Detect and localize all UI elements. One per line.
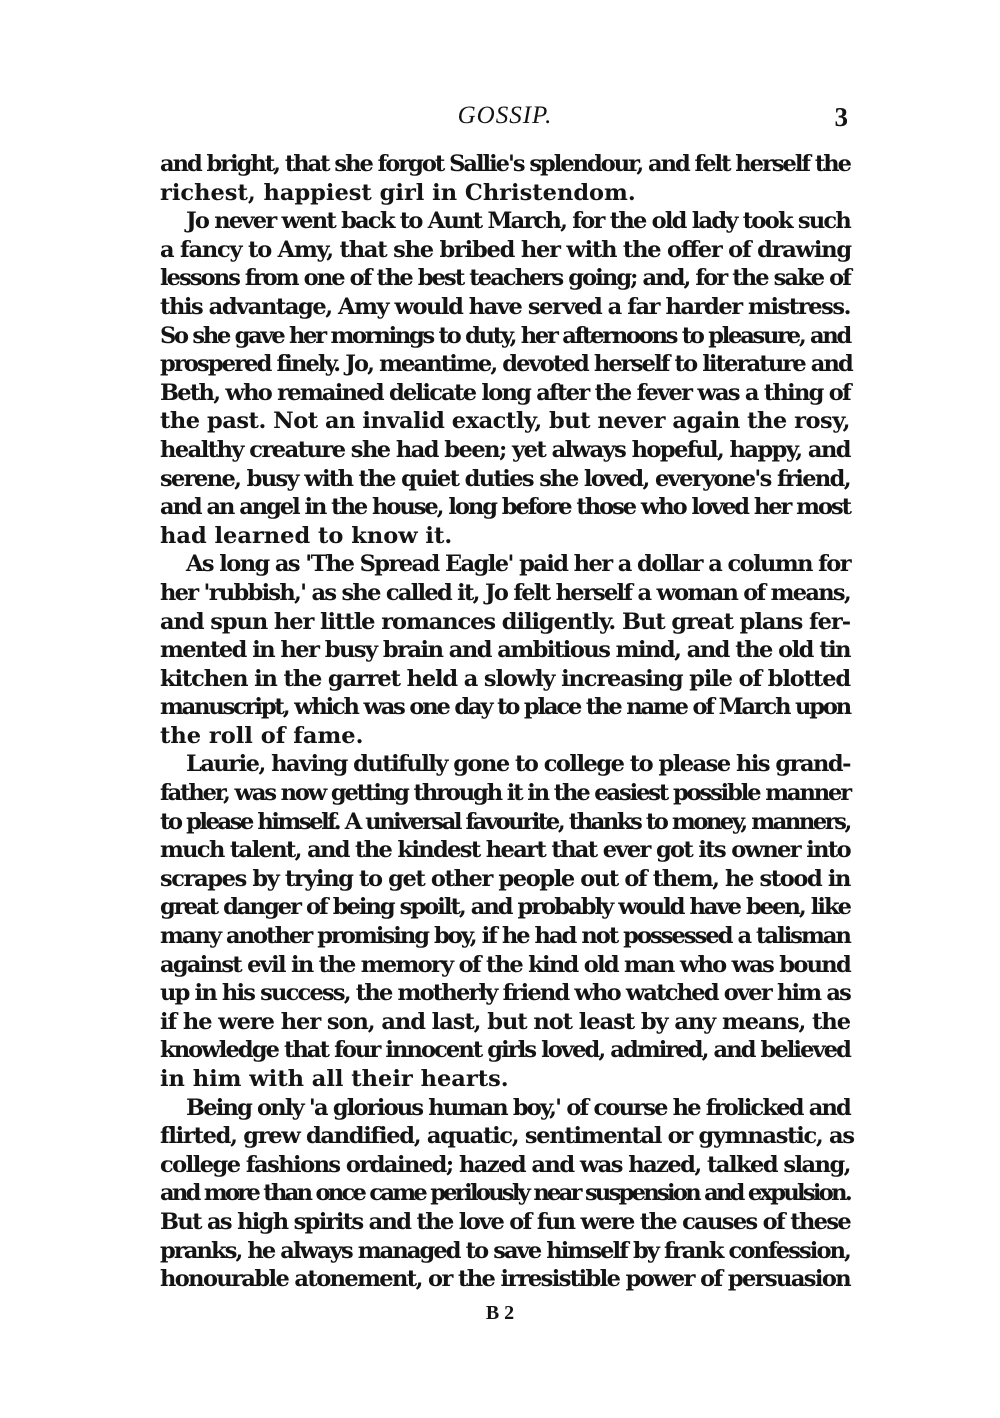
text-line: honourable atonement, or the irresistible power of persuasion: [160, 1266, 850, 1293]
text-line: As long as 'The Spread Eagle' paid her a dollar a column for: [186, 551, 850, 578]
text-line: manuscript, which was one day to place the name of March upon: [160, 694, 850, 721]
text-line: healthy creature she had been; yet always hopeful, happy, and: [160, 436, 850, 463]
text-line: lessons from one of the best teachers going; and, for the sake of: [160, 265, 850, 292]
text-line: many another promising boy, if he had not possessed a talisman: [160, 923, 850, 950]
text-line: the roll of fame.: [160, 722, 364, 749]
text-line: So she gave her mornings to duty, her afternoons to pleasure, and: [160, 322, 850, 349]
text-line: in him with all their hearts.: [160, 1066, 509, 1092]
page-header: [160, 100, 850, 140]
text-line: to please himself. A universal favourite, thanks to money, manners,: [160, 808, 850, 835]
signature-mark: B 2: [485, 1302, 515, 1324]
page-number: 3: [834, 102, 848, 132]
text-line: scrapes by trying to get other people out of them, he stood in: [160, 865, 850, 892]
text-line: this advantage, Amy would have served a far harder mistress.: [160, 293, 850, 320]
text-line: Beth, who remained delicate long after the fever was a thing of: [160, 379, 850, 406]
text-line: her 'rubbish,' as she called it, Jo felt herself a woman of means,: [160, 579, 850, 606]
text-line: and an angel in the house, long before those who loved her most: [160, 494, 850, 521]
body-text: [160, 150, 854, 1294]
text-line: But as high spirits and the love of fun were the causes of these: [160, 1208, 850, 1235]
text-line: the past. Not an invalid exactly, but never again the rosy,: [160, 408, 850, 435]
text-line: if he were her son, and last, but not least by any means, the: [160, 1008, 850, 1035]
text-line: flirted, grew dandified, aquatic, sentimental or gymnastic, as: [160, 1123, 854, 1150]
text-line: Laurie, having dutifully gone to college to please his grand-: [186, 751, 850, 778]
text-line: against evil in the memory of the kind old man who was bound: [160, 951, 850, 978]
text-line: Jo never went back to Aunt March, for the old lady took such: [186, 208, 850, 235]
text-line: father, was now getting through it in the easiest possible manner: [160, 780, 850, 807]
text-line: richest, happiest girl in Christendom.: [160, 179, 636, 206]
text-line: great danger of being spoilt, and probably would have been, like: [160, 894, 850, 921]
running-head: GOSSIP.: [457, 102, 553, 129]
text-line: had learned to know it.: [160, 522, 453, 549]
text-line: a fancy to Amy, that she bribed her with the offer of drawing: [160, 236, 851, 263]
text-line: college fashions ordained; hazed and was hazed, talked slang,: [160, 1151, 850, 1178]
text-line: kitchen in the garret held a slowly increasing pile of blotted: [160, 665, 850, 692]
text-line: and spun her little romances diligently. But great plans fer-: [160, 608, 850, 635]
text-line: and more than once came perilously near suspension and expulsion.: [160, 1180, 850, 1207]
text-line: prospered finely. Jo, meantime, devoted herself to literature and: [160, 351, 852, 378]
text-line: and bright, that she forgot Sallie's splendour, and felt herself the: [160, 151, 850, 177]
text-line: much talent, and the kindest heart that ever got its owner into: [160, 837, 850, 864]
text-line: serene, busy with the quiet duties she loved, everyone's friend,: [160, 465, 850, 492]
text-line: pranks, he always managed to save himself by frank confession,: [160, 1237, 851, 1264]
text-line: knowledge that four innocent girls loved, admired, and believed: [160, 1037, 850, 1064]
text-line: Being only 'a glorious human boy,' of course he frolicked and: [186, 1094, 850, 1121]
text-line: up in his success, the motherly friend who watched over him as: [160, 980, 850, 1007]
text-line: mented in her busy brain and ambitious mind, and the old tin: [160, 637, 850, 664]
